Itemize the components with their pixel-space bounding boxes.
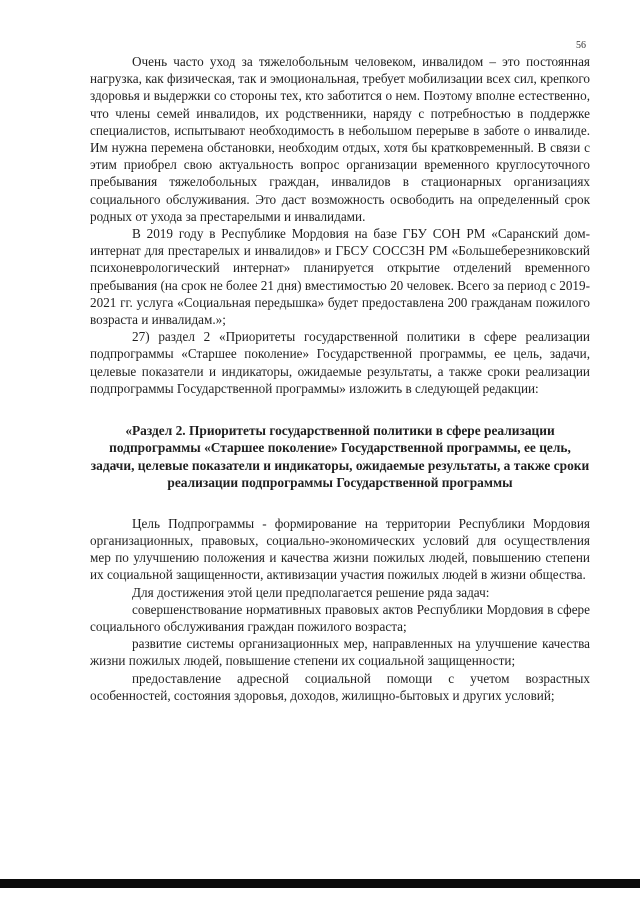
scan-border-bar [0,879,640,888]
paragraph-amendment-27: 27) раздел 2 «Приоритеты государственной политики в сфере реализации подпрограммы «Старшее поколение» Государственной программы, ее цель, задачи, целевые показатели и индикаторы, ожидаемые результаты, а также сроки реализации подпрограммы Государственной программы» изложить в следующей редакции: [90,329,590,396]
paragraph-temporary-stay-2019: В 2019 году в Республике Мордовия на базе ГБУ СОН РМ «Саранский дом-интернат для престарелых и инвалидов» и ГБСУ СОССЗН РМ «Большеберезниковский психоневрологический интернат» планируется открытие отделений временного пребывания (на срок не более 21 дня) вместимостью 20 человек. Всего за период с 2019-2021 гг. услуга «Социальная передышка» будет предоставлена 200 гражданам пожилого возраста и инвалидам.»; [90,226,590,328]
paragraph-task-legal-acts: совершенствование нормативных правовых актов Республики Мордовия в сфере социального обслуживания граждан пожилого возраста; [90,601,590,634]
paragraph-task-organizational-measures: развитие системы организационных мер, направленных на улучшение качества жизни пожилых людей, повышение степени их социальной защищенности; [90,636,590,669]
document-body [90,53,590,704]
paragraph-subprogram-goal: Цель Подпрограммы - формирование на территории Республики Мордовия организационных, правовых, социально-экономических условий для осуществления мер по улучшению положения и качества жизни пожилых людей, повышению степени их социальной защищенности, активизации участия пожилых людей в жизни общества. [90,515,590,583]
page-number: 56 [576,40,586,51]
paragraph-task-targeted-assistance: предоставление адресной социальной помощи с учетом возрастных особенностей, состояния здоровья, доходов, жилищно-бытовых и других условий; [90,670,590,703]
section-heading: «Раздел 2. Приоритеты государственной политики в сфере реализации подпрограммы «Старшее поколение» Государственной программы, ее цель, задачи, целевые показатели и индикаторы, ожидаемые результаты, а также сроки реализации подпрограммы Государственной программы [90,423,590,491]
paragraph-caregiving-burden: Очень часто уход за тяжелобольным человеком, инвалидом – это постоянная нагрузка, как физическая, так и эмоциональная, требует мобилизации всех сил, крепкого здоровья и выдержки со стороны тех, кто заботится о нем. Поэтому вполне естественно, что члены семей инвалидов, их родственники, наряду с потребностью в поддержке специалистов, испытывают необходимость в небольшом перерыве в заботе о инвалиде. Им нужна перемена обстановки, необходим отдых, хотя бы кратковременный. В связи с этим приобрел свою актуальность вопрос организации временного круглосуточного пребывания тяжелобольных граждан, инвалидов в стационарных организациях социального обслуживания. Это даст возможность освободить на определенный срок родных от ухода за престарелыми и инвалидами. [90,54,590,224]
paragraph-tasks-intro: Для достижения этой цели предполагается решение ряда задач: [132,584,490,600]
